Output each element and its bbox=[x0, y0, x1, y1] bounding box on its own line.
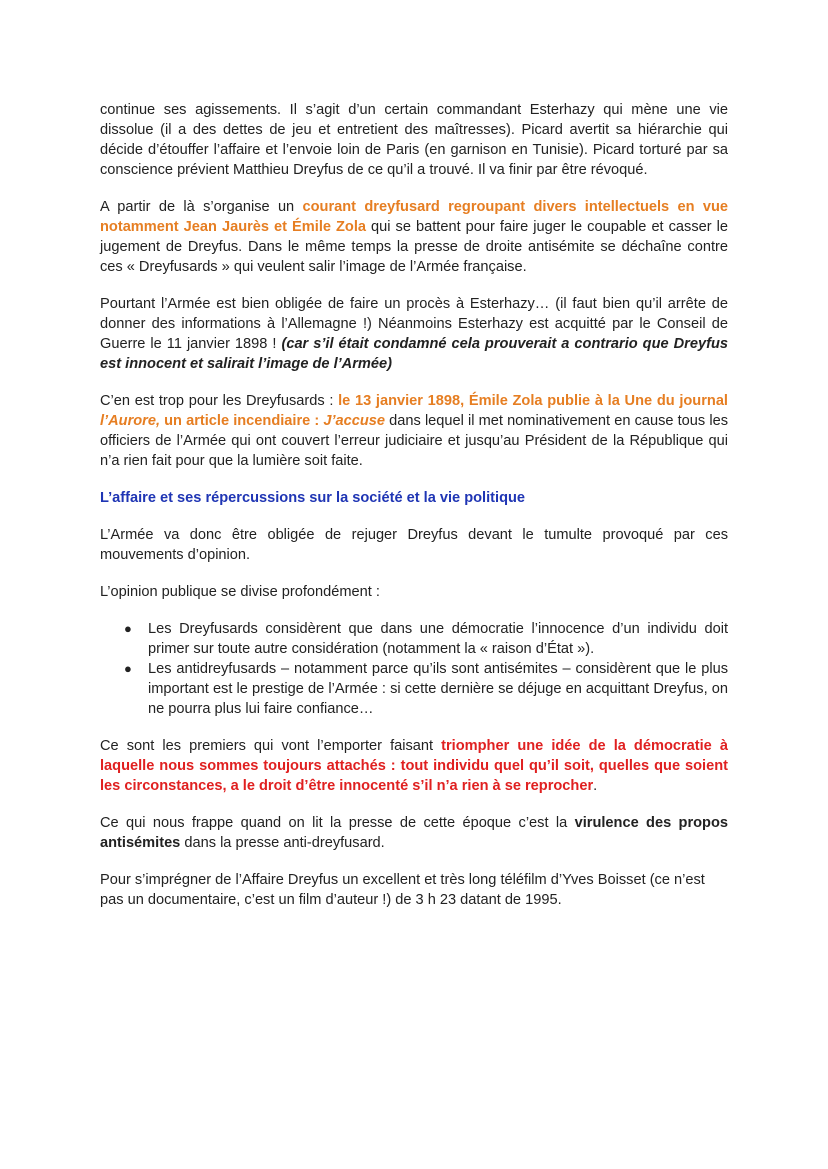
paragraph-esterhazy bbox=[100, 100, 728, 180]
bullet-icon: ● bbox=[124, 621, 132, 636]
highlight-article: un article incendiaire : bbox=[160, 413, 324, 429]
bullet-list bbox=[100, 619, 728, 719]
text-run: A partir de là s’organise un bbox=[100, 199, 303, 215]
paragraph-democracy bbox=[100, 736, 728, 796]
text-run: dans la presse anti-dreyfusard. bbox=[180, 835, 385, 851]
paragraph-press bbox=[100, 813, 728, 853]
text-run: C’en est trop pour les Dreyfusards : bbox=[100, 393, 339, 409]
text-run: dans lequel il met nominativement en cause tous les officiers de l’Armée qui ont couvert l’erreur judiciaire et jusqu’au Président de la République qui n’a rien fait pour que la lumière soit faite. bbox=[100, 413, 728, 469]
paragraph-opinion bbox=[100, 582, 728, 602]
text-run: qui se battent pour faire juger le coupable et casser le jugement de Dreyfus. Dans le même temps la presse de droite antisémite se déchaîne contre ces « Dreyfusards » qui veulent salir l’image de l’Armée française. bbox=[100, 219, 729, 275]
highlight-jaccuse: J’accuse bbox=[323, 413, 386, 429]
text-run: L’opinion publique se divise profondément : bbox=[100, 584, 380, 600]
highlight-zola-date: le 13 janvier 1898, Émile Zola publie à la Une du journal bbox=[338, 393, 728, 409]
paragraph-esterhazy-text: continue ses agissements. Il s’agit d’un certain commandant Esterhazy qui mène une vie dissolue (il a des dettes de jeu et entretient des maîtresses). Picard avertit sa hiérarchie qui décide d’étouffer l’affaire et l’envoie loin de Paris (en garnison en Tunisie). Picard torturé par sa conscience prévient Matthieu Dreyfus de ce qu’il a trouvé. Il va finir par être révoqué. bbox=[100, 102, 728, 178]
paragraph-telefilm bbox=[100, 870, 728, 910]
text-run: Ce qui nous frappe quand on lit la presse de cette époque c’est la bbox=[100, 815, 575, 831]
paragraph-rejudge bbox=[100, 525, 728, 565]
italic-aside: (car s’il était condamné cela prouverait a contrario que Dreyfus est innocent et salirait l’image de l’Armée) bbox=[100, 336, 728, 372]
bold-virulence: virulence des propos antisémites bbox=[100, 815, 729, 851]
paragraph-esterhazy-trial bbox=[100, 294, 728, 374]
text-run: Pourtant l’Armée est bien obligée de faire un procès à Esterhazy… (il faut bien qu’il arrête de donner des informations à l’Allemagne !) Néanmoins Esterhazy est acquitté par le Conseil de Guerre le 11 janvier 1898 ! bbox=[100, 296, 728, 352]
list-item-text: Les Dreyfusards considèrent que dans une démocratie l’innocence d’un individu doit primer sur toute autre considération (notamment la « raison d’État »). bbox=[148, 621, 728, 657]
highlight-dreyfusard-current: courant dreyfusard regroupant divers intellectuels en vue notamment Jean Jaurès et Émile Zola bbox=[100, 199, 728, 235]
text-run: L’Armée va donc être obligée de rejuger Dreyfus devant le tumulte provoqué par ces mouvements d’opinion. bbox=[100, 527, 728, 563]
paragraph-jaccuse bbox=[100, 391, 728, 471]
paragraph-dreyfusard-movement bbox=[100, 197, 728, 277]
highlight-aurore: l’Aurore, bbox=[100, 413, 161, 429]
text-run: Pour s’imprégner de l’Affaire Dreyfus un excellent et très long téléfilm d’Yves Boisset (ce n’est pas un documentaire, c’est un film d’auteur !) de 3 h 23 datant de 1995. bbox=[100, 872, 705, 908]
list-item-text: Les antidreyfusards – notamment parce qu’ils sont antisémites – considèrent que le plus important est le prestige de l’Armée : si cette dernière se déjuge en acquittant Dreyfus, on ne pourra plus lui faire confiance… bbox=[148, 661, 728, 717]
text-run: Ce sont les premiers qui vont l’emporter faisant bbox=[100, 738, 442, 754]
highlight-democracy-idea: triompher une idée de la démocratie à laquelle nous sommes toujours attachés : tout individu quel qu’il soit, quelles que soient les circonstances, a le droit d’être innocenté s’il n’a rien à se reprocher bbox=[100, 738, 728, 794]
text-run: . bbox=[593, 778, 598, 794]
list-item bbox=[124, 659, 728, 719]
list-item bbox=[124, 619, 728, 659]
section-heading: L’affaire et ses répercussions sur la société et la vie politique bbox=[100, 490, 526, 506]
bullet-icon: ● bbox=[124, 661, 132, 676]
